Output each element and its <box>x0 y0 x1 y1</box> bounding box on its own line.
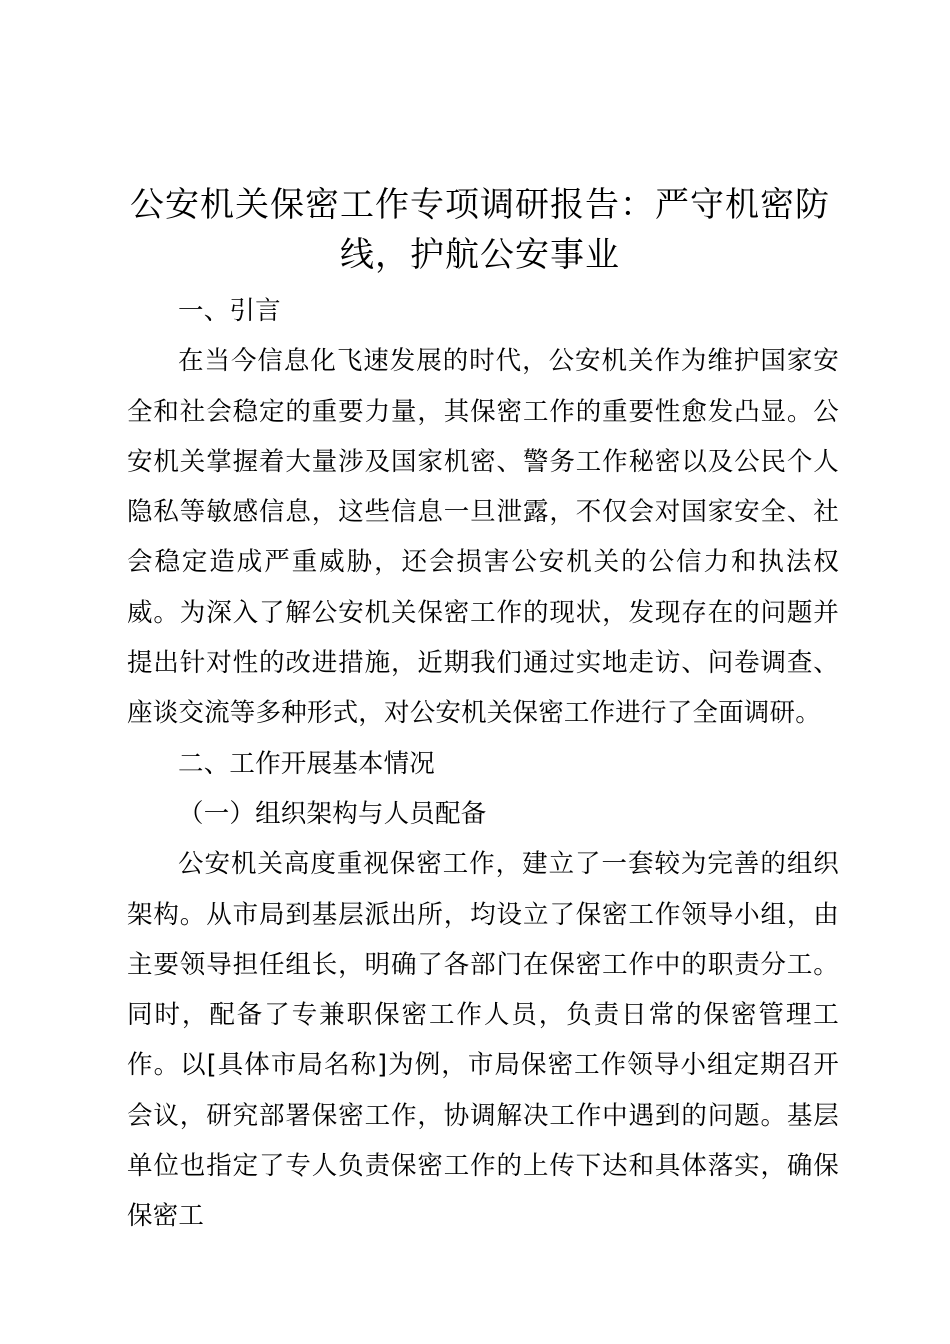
paragraph-introduction: 在当今信息化飞速发展的时代，公安机关作为维护国家安全和社会稳定的重要力量，其保密工作的重要性愈发凸显。公安机关掌握着大量涉及国家机密、警务工作秘密以及公民个人隐私等敏感信息，这些信息一旦泄露，不仅会对国家安全、社会稳定造成严重威胁，还会损害公安机关的公信力和执法权威。为深入了解公安机关保密工作的现状，发现存在的问题并提出针对性的改进措施，近期我们通过实地走访、问卷调查、座谈交流等多种形式，对公安机关保密工作进行了全面调研。 <box>127 346 839 729</box>
subsection-heading-organization: （一）组织架构与人员配备 <box>178 798 487 829</box>
section-heading-basic-situation: 二、工作开展基本情况 <box>178 748 436 779</box>
paragraph-organization: 公安机关高度重视保密工作，建立了一套较为完善的组织架构。从市局到基层派出所，均设立了保密工作领导小组，由主要领导担任组长，明确了各部门在保密工作中的职责分工。同时，配备了专兼职保密工作人员，负责日常的保密管理工作。以[具体市局名称]为例，市局保密工作领导小组定期召开会议，研究部署保密工作，协调解决工作中遇到的问题。基层单位也指定了专人负责保密工作的上传下达和具体落实，确保保密工 <box>127 849 839 1232</box>
section-heading-introduction: 一、引言 <box>178 296 281 326</box>
document-title: 公安机关保密工作专项调研报告：严守机密防线，护航公安事业 <box>130 185 830 275</box>
document-body <box>127 286 839 1242</box>
